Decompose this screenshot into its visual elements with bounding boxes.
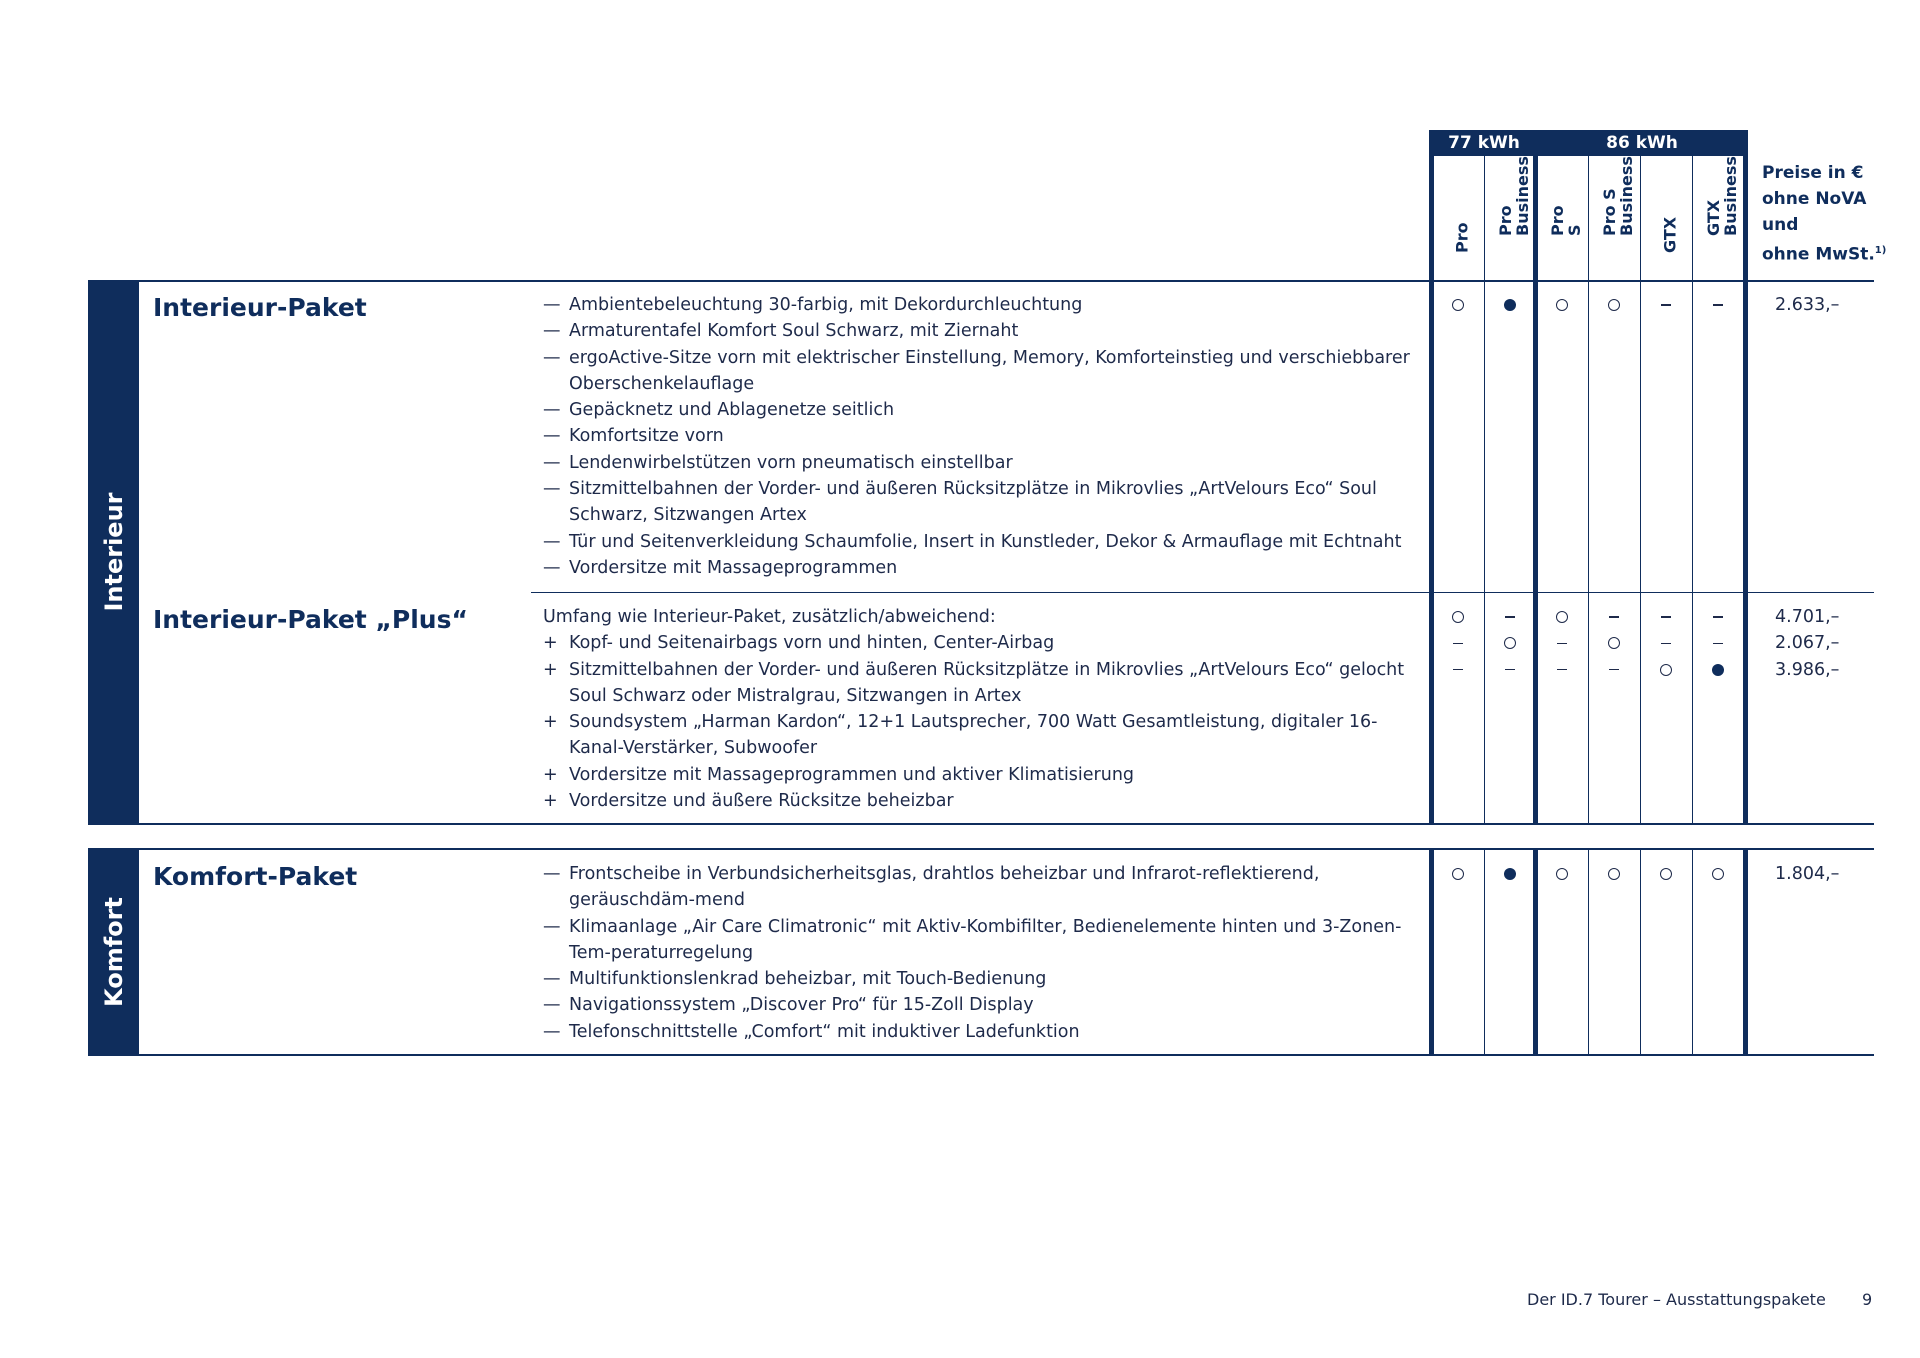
item-text: Soundsystem „Harman Kardon“, 12+1 Lautsprecher, 700 Watt Gesamtleistung, digitaler 16-Kanal-Verstärker, Subwoofer [569,712,1378,759]
package-price: 2.633,– [1775,295,1840,315]
availability-none-icon [1713,616,1723,618]
item-text: Telefonschnittstelle „Comfort“ mit induktiver Ladefunktion [569,1021,1080,1042]
availability-open [1703,861,1733,887]
availability-none [1651,630,1681,656]
section-label-interieur: Interieur [88,281,139,823]
package-price: 4.701,– [1775,607,1840,627]
list-item [543,397,1423,423]
item-bullet: — [543,479,561,500]
availability-none [1651,604,1681,630]
column-divider [1484,849,1485,1054]
column-divider [1692,849,1693,1054]
availability-full-icon [1504,299,1516,311]
price-header-line: Preise in € [1762,163,1864,183]
list-item [543,630,1423,656]
availability-open-icon [1452,868,1464,880]
availability-open [1547,604,1577,630]
list-item [543,450,1423,476]
availability-none-icon [1609,616,1619,618]
availability-none-icon [1713,643,1723,645]
availability-none [1443,657,1473,683]
availability-none-icon [1713,304,1723,306]
availability-full-icon [1504,868,1516,880]
package-intro: Umfang wie Interieur-Paket, zusätzlich/abweichend: [543,607,996,627]
item-text: Vordersitze mit Massageprogrammen [569,557,898,578]
item-bullet: — [543,295,561,315]
trim-header-pro-s-business: Pro S Business [1600,156,1636,236]
item-text: Multifunktionslenkrad beheizbar, mit Touch-Bedienung [569,969,1047,990]
item-text: Lendenwirbelstützen vorn pneumatisch einstellbar [569,452,1013,473]
package-price: 1.804,– [1775,864,1840,884]
availability-none [1599,604,1629,630]
section-rule [88,823,1874,825]
package-price-list [1775,604,1875,683]
price-header [1762,160,1886,268]
item-bullet: — [543,864,561,884]
availability-none-icon [1557,643,1567,645]
availability-none [1703,630,1733,656]
item-text: Klimaanlage „Air Care Climatronic“ mit Aktiv-Kombifilter, Bedienelemente hinten und 3-Zonen-Tem-peraturregelung [569,916,1402,963]
availability-open-icon [1452,611,1464,623]
availability-none-icon [1505,616,1515,618]
availability-open [1495,630,1525,656]
availability-none [1547,657,1577,683]
section-label-komfort: Komfort [88,849,139,1054]
item-bullet: — [543,995,561,1016]
list-item [543,529,1423,555]
availability-open-icon [1608,299,1620,311]
item-bullet: — [543,426,561,447]
availability-open-icon [1712,868,1724,880]
package-title: Interieur-Paket [153,293,367,322]
column-border [1429,849,1434,1054]
availability-open [1599,861,1629,887]
item-bullet: + [543,633,558,654]
trim-header-pro: Pro [1452,222,1472,253]
availability-open-icon [1608,868,1620,880]
column-divider [1588,849,1589,1054]
list-item [543,992,1423,1018]
column-divider [1588,156,1589,823]
availability-open [1599,292,1629,318]
list-item [543,788,1423,814]
availability-none [1495,604,1525,630]
list-item [543,762,1423,788]
section-rule [88,848,1874,850]
package-items [543,861,1423,1045]
price-header-line: ohne MwSt.$^{1)}$ [1762,244,1887,265]
item-bullet: — [543,347,561,368]
availability-none [1703,604,1733,630]
footer-title: Der ID.7 Tourer – Ausstattungspakete [1527,1290,1826,1309]
availability-none [1703,292,1733,318]
availability-none-icon [1453,643,1463,645]
list-item [543,423,1423,449]
trim-header-gtx: GTX [1660,216,1680,253]
availability-none [1495,657,1525,683]
trim-header-gtx-business: GTX Business [1704,156,1740,236]
availability-none-icon [1661,643,1671,645]
item-text: Frontscheibe in Verbundsicherheitsglas, drahtlos beheizbar und Infrarot-reflektierend, geräuschdäm-mend [569,864,1320,911]
item-text: Navigationssystem „Discover Pro“ für 15-Zoll Display [569,995,1034,1016]
column-border [1429,130,1434,823]
availability-open [1443,861,1473,887]
item-text: Sitzmittelbahnen der Vorder- und äußeren Rücksitzplätze in Mikrovlies „ArtVelours Eco“ gelocht Soul Schwarz oder Mistralgrau, Sitzwangen in Artex [569,659,1405,706]
item-text: Komfortsitze vorn [569,426,724,447]
item-bullet: — [543,1021,561,1042]
item-text: Gepäcknetz und Ablagenetze seitlich [569,400,895,421]
item-bullet: — [543,557,561,578]
list-item [543,292,1423,318]
package-items [543,292,1423,581]
availability-open-icon [1556,868,1568,880]
item-text: Sitzmittelbahnen der Vorder- und äußeren Rücksitzplätze in Mikrovlies „ArtVelours Eco“ Soul Schwarz, Sitzwangen Artex [569,479,1377,526]
battery-group-86: 86 kWh [1536,130,1748,156]
package-title: Komfort-Paket [153,862,358,891]
item-bullet: + [543,764,558,785]
list-item [543,657,1423,710]
availability-none [1443,630,1473,656]
availability-open [1547,861,1577,887]
list-item [543,861,1423,914]
page-number: 9 [1862,1290,1873,1309]
trim-header-pro-business: Pro Business [1496,156,1532,236]
list-item [543,345,1423,398]
availability-open [1599,630,1629,656]
item-bullet: — [543,321,561,342]
package-price: 2.067,– [1775,633,1840,654]
list-item [543,476,1423,529]
package-title: Interieur-Paket „Plus“ [153,605,468,634]
package-items [543,604,1423,814]
item-text: Vordersitze und äußere Rücksitze beheizbar [569,791,954,812]
availability-open [1651,861,1681,887]
item-bullet: — [543,400,561,421]
list-item [543,966,1423,992]
item-bullet: — [543,969,561,990]
list-item [543,709,1423,762]
availability-none-icon [1505,669,1515,671]
availability-full [1703,657,1733,683]
availability-open-icon [1608,637,1620,649]
availability-open [1443,604,1473,630]
item-bullet: — [543,531,561,552]
availability-open-icon [1452,299,1464,311]
availability-none-icon [1661,616,1671,618]
availability-open-icon [1556,611,1568,623]
availability-full-icon [1712,664,1724,676]
header-rule [88,280,1874,282]
item-text: ergoActive-Sitze vorn mit elektrischer Einstellung, Memory, Komforteinstieg und verschiebbarer Oberschenkelauflage [569,347,1410,394]
availability-none-icon [1609,669,1619,671]
trim-header-pro-s: Pro S [1548,205,1584,236]
list-item [543,1019,1423,1045]
item-text: Armaturentafel Komfort Soul Schwarz, mit Ziernaht [569,321,1019,342]
availability-open [1547,292,1577,318]
column-border [1743,130,1748,823]
column-border [1533,156,1538,823]
availability-none [1651,292,1681,318]
column-divider [1484,156,1485,823]
item-text: Ambientebeleuchtung 30-farbig, mit Dekordurchleuchtung [569,295,1083,315]
availability-open-icon [1660,664,1672,676]
package-divider [531,592,1874,593]
availability-none [1547,630,1577,656]
section-rule [88,1054,1874,1056]
availability-open-icon [1556,299,1568,311]
battery-group-77: 77 kWh [1432,130,1536,156]
item-text: Tür und Seitenverkleidung Schaumfolie, Insert in Kunstleder, Dekor & Armauflage mit Echtnaht [569,531,1402,552]
availability-open [1651,657,1681,683]
column-divider [1640,849,1641,1054]
column-border [1533,849,1538,1054]
availability-none [1599,657,1629,683]
package-price: 3.986,– [1775,659,1840,680]
price-header-line: ohne NoVA [1762,189,1867,209]
column-divider [1640,156,1641,823]
availability-none-icon [1661,304,1671,306]
price-header-line: und [1762,215,1799,235]
item-text: Kopf- und Seitenairbags vorn und hinten, Center-Airbag [569,633,1055,654]
item-bullet: — [543,452,561,473]
list-item [543,555,1423,581]
column-divider [1692,156,1693,823]
column-border [1743,849,1748,1054]
price-footnote: 1) [1874,245,1887,256]
availability-full [1495,292,1525,318]
item-bullet: + [543,712,558,733]
item-bullet: + [543,659,558,680]
item-bullet: + [543,791,558,812]
availability-open-icon [1660,868,1672,880]
availability-none-icon [1453,669,1463,671]
item-bullet: — [543,916,561,937]
list-item [543,914,1423,967]
list-item [543,318,1423,344]
availability-none-icon [1557,669,1567,671]
availability-open-icon [1504,637,1516,649]
availability-open [1443,292,1473,318]
availability-full [1495,861,1525,887]
item-text: Vordersitze mit Massageprogrammen und aktiver Klimatisierung [569,764,1135,785]
